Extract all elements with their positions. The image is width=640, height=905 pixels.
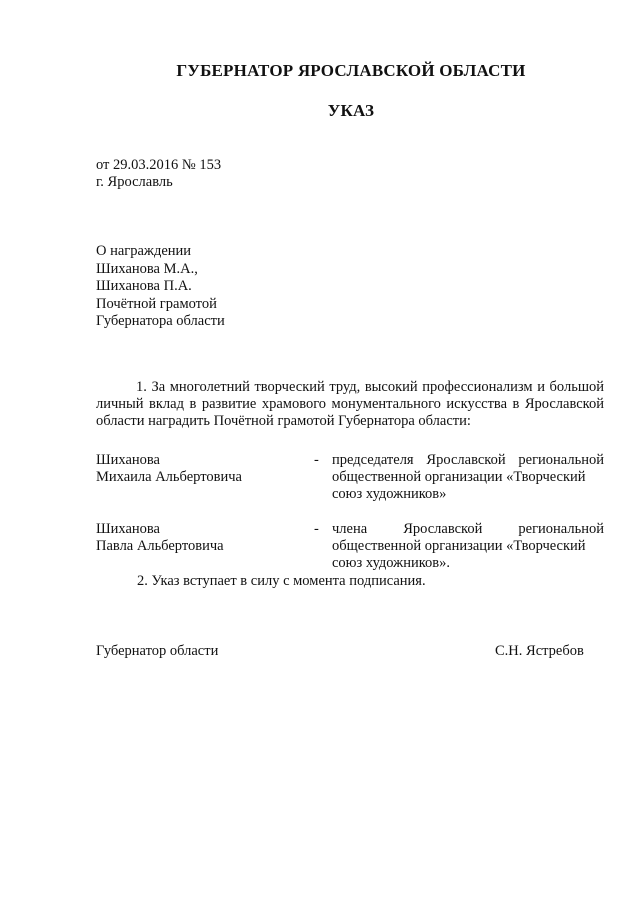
dash-separator: - [314,521,319,537]
awardee-surname: Шиханова [96,521,160,537]
awardee-role-text: председателя Ярославской региональной общественной организации «Творческий [332,452,604,485]
subject-line: О награждении [96,243,192,259]
awardee-role [332,452,604,503]
signatory-position: Губернатор области [96,643,219,659]
city: г. Ярославль [96,174,173,190]
dash-separator: - [314,452,319,468]
subject-line: Шиханова П.А. [96,278,192,294]
subject-line: Шиханова М.А., [96,261,198,277]
clause-2: 2. Указ вступает в силу с момента подписания. [137,573,426,589]
issuer-heading: ГУБЕРНАТОР ЯРОСЛАВСКОЙ ОБЛАСТИ [176,61,526,80]
awardee-given-names: Павла Альбертовича [96,538,224,554]
subject-line: Почётной грамотой [96,296,217,312]
awardee-given-names: Михаила Альбертовича [96,469,242,485]
clause-1 [96,379,604,430]
clause-1-text: 1. За многолетний творческий труд, высокий профессионализм и большой личный вклад в развитие храмового монументального искусства в Ярославской области наградить Почётной грамотой Губернатора области: [96,379,604,429]
subject-line: Губернатора области [96,313,225,329]
awardee-role [332,521,604,572]
awardee-surname: Шиханова [96,452,160,468]
awardee-role-text: члена Ярославской региональной общественной организации «Творческий [332,521,604,554]
document-type-heading: УКАЗ [327,101,375,120]
awardee-role-end: союз художников». [332,555,450,571]
awardee-role-end: союз художников» [332,486,447,502]
signatory-name: С.Н. Ястребов [495,643,584,659]
date-number: от 29.03.2016 № 153 [96,157,222,173]
